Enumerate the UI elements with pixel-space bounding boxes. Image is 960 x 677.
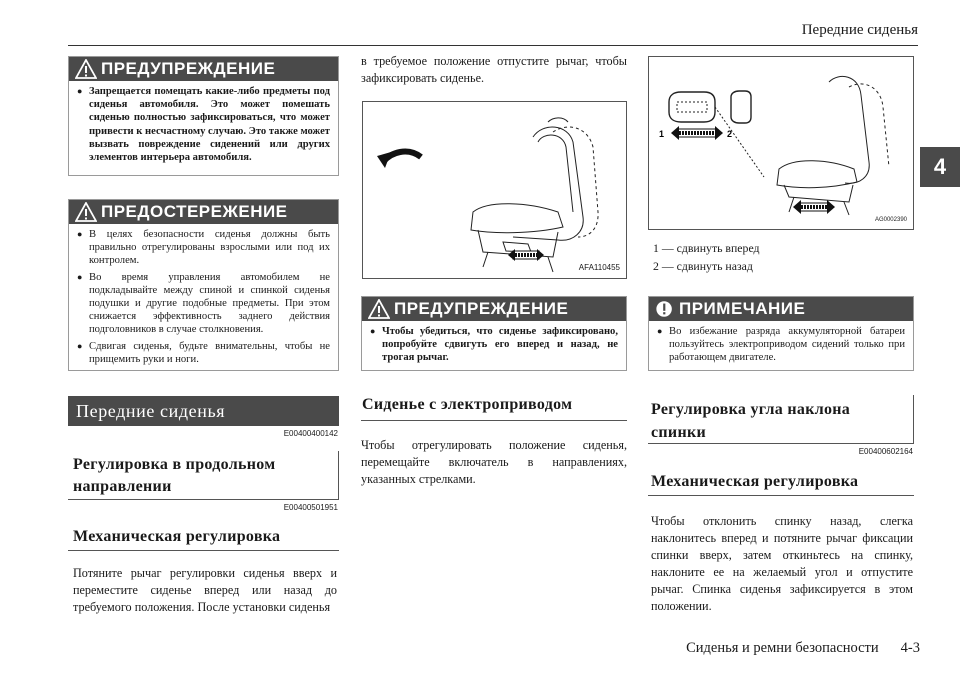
note-heading: ПРИМЕЧАНИЕ [649, 297, 913, 321]
subsection-code: E00400501951 [283, 503, 338, 512]
caution-item: ● Во время управления автомобилем не подкладывайте между спиной и спинкой сиденья подушки и другие подобные предметы. При этом снижается эффективность заднего действия подголовников в случае столкновения. [77, 271, 330, 336]
subsection-rule [913, 395, 914, 443]
warning-box-col2 [361, 296, 627, 371]
subsection-rule [648, 495, 914, 496]
bullet-icon: ● [370, 326, 376, 336]
bullet-icon: ● [77, 86, 83, 96]
caution-item: ● В целях безопасности сиденья должны быть правильно отрегулированы взрослыми или под их контролем. [77, 229, 330, 267]
body-paragraph: Потяните рычаг регулировки сиденья вверх и переместите сиденье вперед или назад до требуемого положения. После установки сиденья [73, 566, 337, 614]
subsection-rule [338, 451, 339, 499]
power-seat-figure [648, 56, 914, 230]
page-header-title: Передние сиденья [801, 22, 918, 38]
page-footer [686, 640, 920, 657]
warning-item: ● Запрещается помещать какие-либо предметы под сиденья автомобиля. Это может помешать сиденью полностью зафиксироваться, что может привести к несчастному случаю. Это также может вызвать повреждение сиденений или других элементов интерьера автомобиля. [77, 86, 331, 164]
legend-item: 2 — сдвинуть назад [653, 259, 753, 273]
figure-legend [653, 239, 908, 275]
bullet-icon: ● [77, 340, 83, 351]
subsection-title: Регулировка в продольном направлении [73, 456, 276, 495]
bullet-icon: ● [77, 271, 83, 282]
subsection-code: E00400602164 [858, 447, 913, 456]
seat-lever-figure [362, 101, 627, 279]
note-box [648, 296, 914, 371]
body-paragraph: Чтобы отклонить спинку назад, слегка наклонитесь вперед и потяните рычаг фиксации спинки вверх, затем откиньтесь на спинку, наклоните ее на желаемый угол и отпустите рычаг. Спинка сиденья зафиксируется в этом положении. [651, 514, 913, 613]
figure-label-1: 1 [659, 129, 665, 139]
page-number: 4-3 [900, 640, 920, 656]
seat-illustration [363, 102, 626, 278]
header-rule [68, 45, 918, 46]
horizontal-double-arrow-icon [793, 200, 835, 214]
warning-triangle-icon [368, 299, 390, 319]
body-paragraph: в требуемое положение отпустите рычаг, чтобы зафиксировать сиденье. [361, 54, 627, 85]
caution-box-col1 [68, 199, 339, 371]
warning-triangle-icon [75, 202, 97, 222]
body-paragraph: Чтобы отрегулировать положение сиденья, перемещайте включатель в направлениях, указанных стрелками. [361, 438, 627, 486]
footer-section: Сиденья и ремни безопасности [686, 640, 879, 656]
warning-triangle-icon [75, 59, 97, 79]
subsection-rule [68, 550, 339, 551]
subsection-rule [648, 443, 914, 444]
warning-item: ● Чтобы убедиться, что сиденье зафиксировано, попробуйте сдвигуть его вперед и назад, не трогая рычаг. [370, 326, 618, 364]
section-title-bar: Передние сиденья [68, 396, 339, 426]
horizontal-double-arrow-icon [508, 249, 544, 261]
subsection-title: Сиденье с электроприводом [362, 396, 573, 413]
warning-heading: ПРЕДУПРЕЖДЕНИЕ [362, 297, 626, 321]
subsection-rule [361, 420, 627, 421]
subsection-title: Регулировка угла наклона спинки [651, 401, 851, 441]
figure-label-2: 2 [727, 129, 733, 139]
caution-heading: ПРЕДОСТЕРЕЖЕНИЕ [69, 200, 338, 224]
warning-box-col1 [68, 56, 339, 176]
info-circle-icon [655, 299, 675, 319]
caution-item: ● Сдвигая сиденья, будьте внимательны, чтобы не прищемить руки и ноги. [77, 340, 330, 365]
subsection-title: Механическая регулировка [73, 528, 281, 545]
subsection-rule [68, 499, 339, 500]
figure-code: AFA110455 [578, 263, 620, 272]
bullet-icon: ● [657, 326, 663, 336]
power-seat-illustration [649, 57, 913, 229]
horizontal-double-arrow-icon [671, 126, 723, 140]
warning-heading: ПРЕДУПРЕЖДЕНИЕ [69, 57, 338, 81]
subsection-title: Механическая регулировка [651, 473, 859, 490]
bullet-icon: ● [77, 229, 83, 239]
legend-item: 1 — сдвинуть вперед [653, 241, 760, 255]
chapter-tab: 4 [920, 147, 960, 187]
figure-code: AG0002390 [874, 217, 907, 223]
note-item: ● Во избежание разряда аккумуляторной батареи пользуйтесь электроприводом сидений только при работающем двигателе. [657, 326, 905, 364]
section-code: E00400400142 [283, 429, 338, 438]
